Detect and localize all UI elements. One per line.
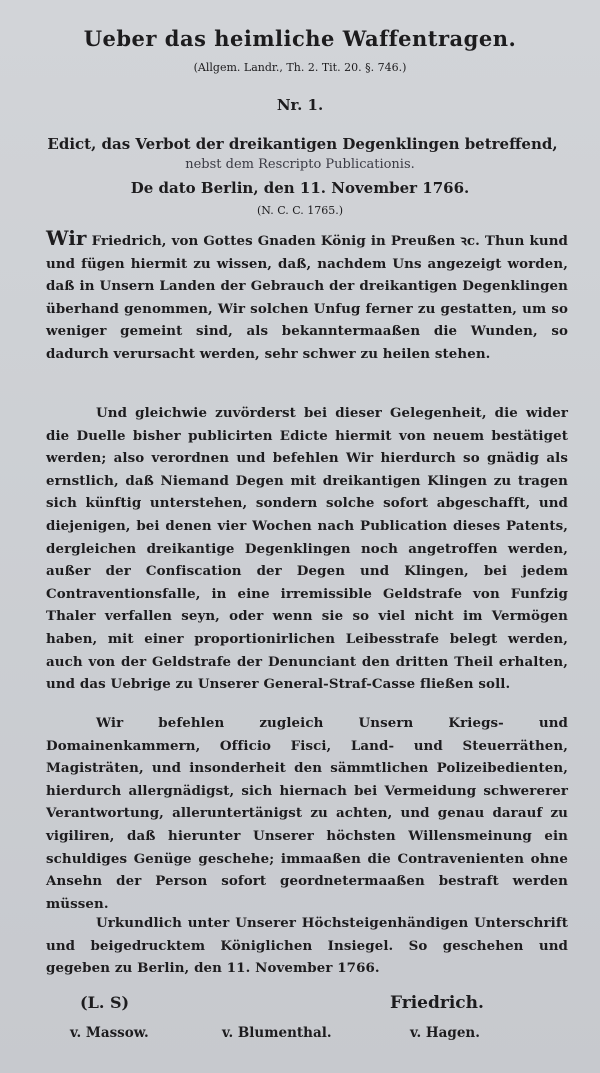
document-title: Ueber das heimliche Waffentragen. [83,26,517,51]
paragraph-1-initial: Wir [46,226,87,250]
edict-title: Edict, das Verbot der dreikantigen Degenklingen betreffend, [47,135,558,153]
signature-blumenthal: v. Blumenthal. [222,1025,332,1041]
king-signature: Friedrich. [390,993,484,1013]
signature-massow: v. Massow. [70,1025,149,1041]
paragraph-1-text: Friedrich, von Gottes Gnaden König in Preußen ꝛc. Thun kund und fügen hiermit zu wissen, daß, nachdem Uns angezeigt worden, daß in Unsern Landen der Gebrauch der dreikantigen Degenklingen überhand genommen, Wir solchen Unfug ferner zu gestatten, um so weniger gemeint sind, als bekanntermaaßen die Wunden, so dadurch verursacht werden, sehr schwer zu heilen stehen. [46,233,568,362]
legal-source-reference: (Allgem. Landr., Th. 2. Tit. 20. §. 746.) [193,61,407,74]
edict-date: De dato Berlin, den 11. November 1766. [130,179,470,197]
paragraph-2 [46,402,568,696]
collection-reference: (N. C. C. 1765.) [256,204,344,217]
paragraph-2-text: Und gleichwie zuvörderst bei dieser Gelegenheit, die wider die Duelle bisher publicirten Edicte hiermit von neuem bestätiget werden; also verordnen und befehlen Wir hierdurch so gnädig als ernstlich, daß Niemand Degen mit dreikantigen Klingen zu tragen sich künftig unterstehen, sondern solche sofort abgeschafft, und diejenigen, bei denen vier Wochen nach Publication dieses Patents, dergleichen dreikantige Degenklingen noch angetroffen werden, außer der Confiscation der Degen und Klingen, bei jedem Contraventionsfalle, in eine irremissible Geldstrafe von Funfzig Thaler verfallen seyn, oder wenn sie so viel nicht im Vermögen haben, mit einer proportionirlichen Leibesstrafe belegt werden, auch von der Geldstrafe der Denunciant den dritten Theil erhalten, und das Uebrige zu Unserer General-Straf-Casse fließen soll. [46,405,568,693]
paragraph-3 [46,712,568,915]
seal-mark: (L. S) [80,993,130,1012]
section-number: Nr. 1. [276,96,324,114]
paragraph-3-text: Wir befehlen zugleich Unsern Kriegs- und Domainenkammern, Officio Fisci, Land- und Steuerräthen, Magisträten, und insonderheit den sämmtlichen Polizeibedienten, hierdurch allergnädigst, sich hiernach bei Vermeidung schwererer Verantwortung, alleruntertänigst zu achten, und genau darauf zu vigiliren, daß hierunter Unserer höchsten Willensmeinung ein schuldiges Genüge geschehe; immaaßen die Contravenienten ohne Ansehn der Person sofort geordnetermaaßen bestraft werden müssen. [46,715,568,912]
paragraph-4-text: Urkundlich unter Unserer Höchsteigenhändigen Unterschrift und beigedrucktem Königlichen Insiegel. So geschehen und gegeben zu Berlin, den 11. November 1766. [46,915,568,977]
edict-subtitle: nebst dem Rescripto Publicationis. [185,157,415,172]
paragraph-4 [46,912,568,980]
paragraph-1 [46,227,568,366]
signature-hagen: v. Hagen. [410,1025,480,1041]
